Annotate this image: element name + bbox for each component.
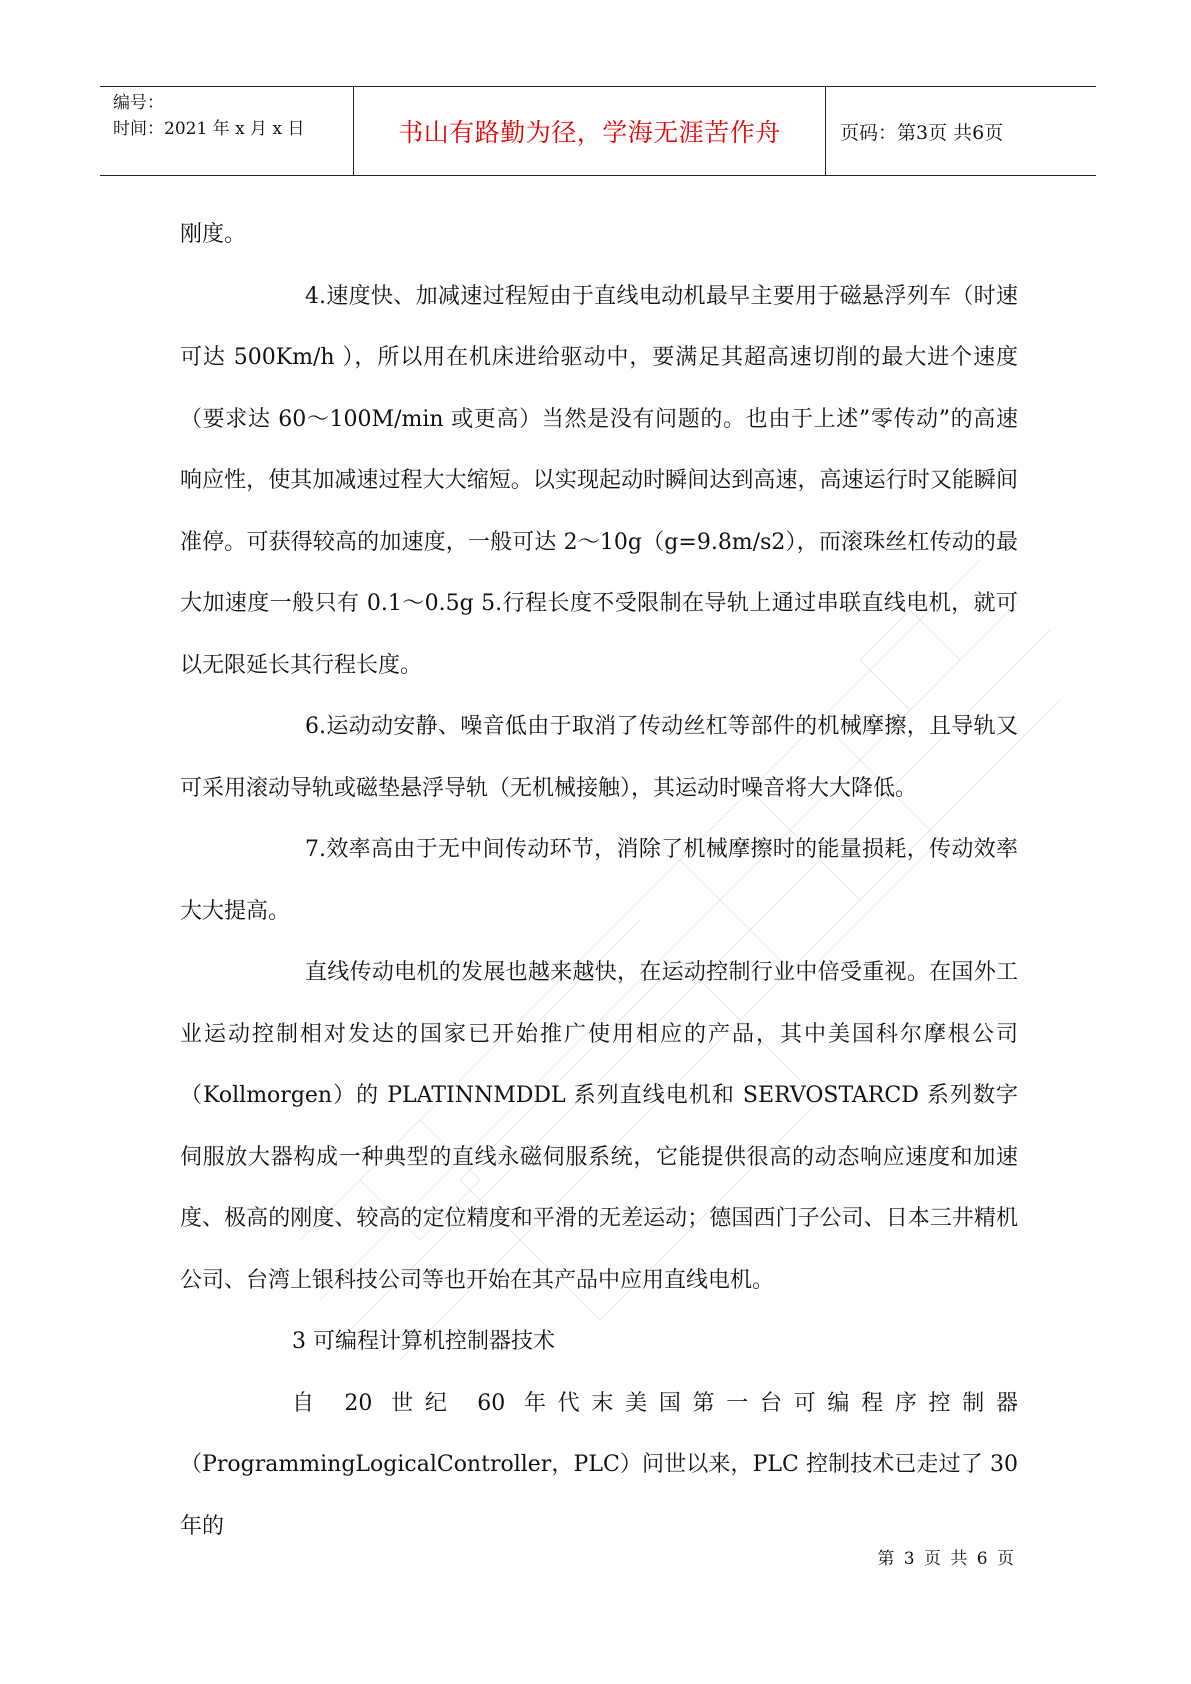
paragraph-plc-intro: 自 20 世纪 60 年代末美国第一台可编程序控制器 <box>292 1390 1018 1416</box>
header-motto: 书山有路勤为径，学海无涯苦作舟 <box>354 87 826 175</box>
paragraph-noise: 6.运动动安静、噪音低由于取消了传动丝杠等部件的机械摩擦，且导轨又可采用滚动导轨或磁垫悬浮导轨（无机械接触），其运动时噪音将大大降低。 <box>180 714 1018 801</box>
paragraph-speed: 4.速度快、加减速过程短由于直线电动机最早主要用于磁悬浮列车（时速可达 500Km/h ），所以用在机床进给驱动中，要满足其超高速切削的最大进个速度（要求达 60～100M/min 或更高）当然是没有问题的。也由于上述”零传动”的高速响应性，使其加减速过程大大缩短。以实现起动时瞬间达到高速，高速运行时又能瞬间准停。可获得较高的加速度，一般可达 2～10g（g=9.8m/s2），而滚珠丝杠传动的最大加速度一般只有 0.1～0.5g 5.行程长度不受限制在导轨上通过串联直线电机，就可以无限延长其行程长度。 <box>180 283 1018 678</box>
paragraph-efficiency: 7.效率高由于无中间传动环节，消除了机械摩擦时的能量损耗，传动效率大大提高。 <box>180 837 1018 924</box>
page-footer: 第 3 页 共 6 页 <box>877 1549 1016 1569</box>
section-heading-plc: 3 可编程计算机控制器技术 <box>292 1329 555 1354</box>
paragraph-plc-continued: （ProgrammingLogicalController，PLC）问世以来，PLC 控制技术已走过了 30 年的 <box>180 1452 1018 1539</box>
page-body <box>180 204 1018 1557</box>
paragraph-stiffness-end: 刚度。 <box>180 222 247 247</box>
document-number-label: 编号： <box>113 93 164 113</box>
paragraph-development: 直线传动电机的发展也越来越快，在运动控制行业中倍受重视。在国外工业运动控制相对发达的国家已开始推广使用相应的产品，其中美国科尔摩根公司（Kollmorgen）的 PLATINNMDDL 系列直线电机和 SERVOSTARCD 系列数字伺服放大器构成一种典型的直线永磁伺服系统，它能提供很高的动态响应速度和加速度、极高的刚度、较高的定位精度和平滑的无差运动；德国西门子公司、日本三井精机公司、台湾上银科技公司等也开始在其产品中应用直线电机。 <box>180 960 1018 1293</box>
page-header <box>100 86 1096 176</box>
header-meta <box>100 87 354 175</box>
header-page-code: 页码：第3页 共6页 <box>840 121 1004 144</box>
document-time-label: 时间：2021 年 x 月 x 日 <box>113 119 305 139</box>
